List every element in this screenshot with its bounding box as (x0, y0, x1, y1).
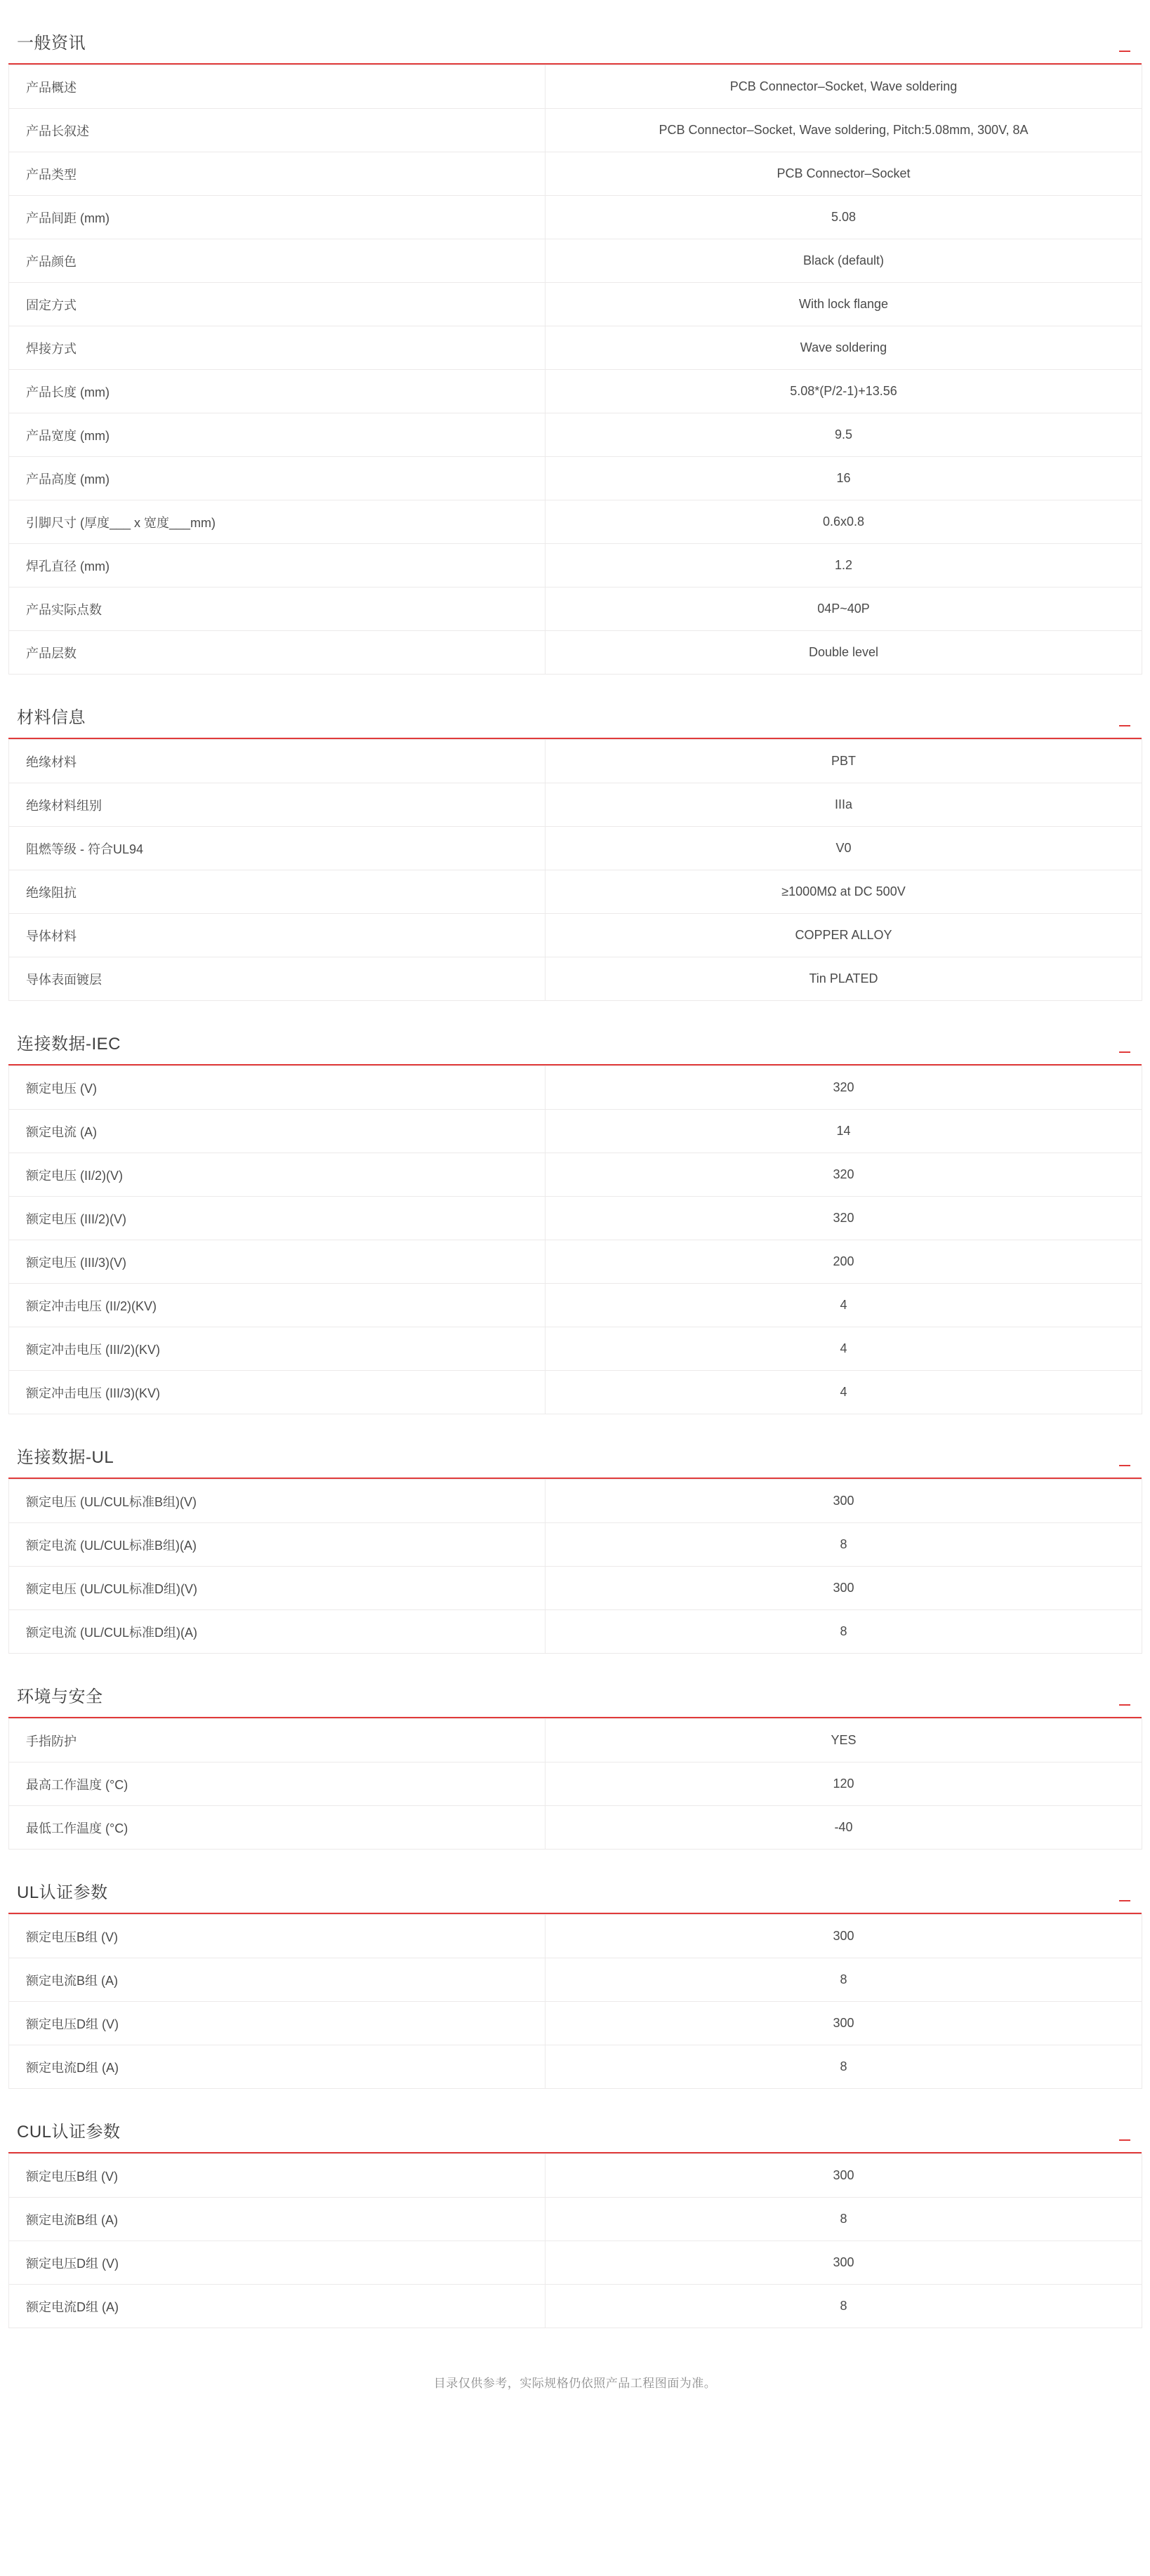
table-row (9, 827, 1142, 870)
spec-value: 4 (546, 1371, 1142, 1414)
table-row (9, 457, 1142, 500)
section-header[interactable] (8, 2109, 1142, 2153)
spec-value: 320 (546, 1066, 1142, 1110)
spec-key: 产品颜色 (9, 239, 546, 283)
spec-content (0, 20, 1150, 2419)
section-title: 材料信息 (17, 708, 86, 727)
spec-key: 焊孔直径 (mm) (9, 544, 546, 587)
table-row (9, 1371, 1142, 1414)
section-title: 一般资讯 (17, 34, 86, 53)
spec-value: 300 (546, 1915, 1142, 1958)
table-row (9, 1240, 1142, 1284)
spec-value: 0.6x0.8 (546, 500, 1142, 544)
spec-key: 导体表面镀层 (9, 957, 546, 1001)
table-row (9, 783, 1142, 827)
spec-value: 120 (546, 1762, 1142, 1806)
section-title: UL认证参数 (17, 1883, 108, 1902)
table-row (9, 326, 1142, 370)
table-row (9, 544, 1142, 587)
spec-value: 8 (546, 1958, 1142, 2002)
spec-key: 额定电压 (III/2)(V) (9, 1197, 546, 1240)
table-row (9, 2198, 1142, 2241)
section-title: 连接数据-UL (17, 1448, 114, 1467)
spec-value: 300 (546, 2241, 1142, 2285)
spec-value: 200 (546, 1240, 1142, 1284)
spec-value: PCB Connector–Socket, Wave soldering, Pitch:5.08mm, 300V, 8A (546, 109, 1142, 152)
table-row (9, 1719, 1142, 1762)
table-row (9, 196, 1142, 239)
table-row (9, 631, 1142, 675)
spec-value: -40 (546, 1806, 1142, 1850)
spec-key: 产品高度 (mm) (9, 457, 546, 500)
spec-value: 5.08 (546, 196, 1142, 239)
spec-value: 4 (546, 1284, 1142, 1327)
spec-key: 产品长叙述 (9, 109, 546, 152)
spec-value: 16 (546, 457, 1142, 500)
spec-section (8, 2109, 1142, 2328)
spec-key: 额定电流 (A) (9, 1110, 546, 1153)
spec-key: 额定电压D组 (V) (9, 2241, 546, 2285)
spec-table (8, 1914, 1142, 2089)
spec-key: 额定电压 (III/3)(V) (9, 1240, 546, 1284)
spec-key: 导体材料 (9, 914, 546, 957)
section-header[interactable] (8, 1869, 1142, 1914)
table-row (9, 2002, 1142, 2045)
table-row (9, 870, 1142, 914)
spec-key: 额定电压 (V) (9, 1066, 546, 1110)
spec-key: 产品层数 (9, 631, 546, 675)
spec-value: 8 (546, 2198, 1142, 2241)
spec-section (8, 1021, 1142, 1414)
spec-key: 额定电压 (UL/CUL标准B组)(V) (9, 1480, 546, 1523)
spec-key: 最低工作温度 (°C) (9, 1806, 546, 1850)
section-title: CUL认证参数 (17, 2123, 121, 2142)
spec-key: 额定电压 (UL/CUL标准D组)(V) (9, 1567, 546, 1610)
spec-value: 320 (546, 1197, 1142, 1240)
spec-value: 1.2 (546, 544, 1142, 587)
footer-note: 目录仅供参考，实际规格仍依照产品工程图面为准。 (433, 2377, 717, 2390)
spec-key: 额定电流B组 (A) (9, 2198, 546, 2241)
table-row (9, 413, 1142, 457)
spec-value: 14 (546, 1110, 1142, 1153)
spec-value: V0 (546, 827, 1142, 870)
table-row (9, 914, 1142, 957)
table-row (9, 239, 1142, 283)
table-row (9, 1915, 1142, 1958)
spec-key: 额定电流D组 (A) (9, 2045, 546, 2089)
table-row (9, 1153, 1142, 1197)
spec-value: YES (546, 1719, 1142, 1762)
table-row (9, 1806, 1142, 1850)
spec-value: 300 (546, 2154, 1142, 2198)
spec-value: 320 (546, 1153, 1142, 1197)
spec-key: 手指防护 (9, 1719, 546, 1762)
spec-table (8, 739, 1142, 1001)
spec-key: 额定电流 (UL/CUL标准B组)(A) (9, 1523, 546, 1567)
spec-value: 300 (546, 2002, 1142, 2045)
table-row (9, 370, 1142, 413)
spec-key: 绝缘材料 (9, 740, 546, 783)
table-row (9, 1610, 1142, 1654)
table-row (9, 152, 1142, 196)
spec-key: 额定冲击电压 (III/3)(KV) (9, 1371, 546, 1414)
table-row (9, 2241, 1142, 2285)
spec-value: IIIa (546, 783, 1142, 827)
spec-value: 9.5 (546, 413, 1142, 457)
spec-value: Tin PLATED (546, 957, 1142, 1001)
table-row (9, 2285, 1142, 2328)
table-row (9, 1197, 1142, 1240)
spec-key: 阻燃等级 - 符合UL94 (9, 827, 546, 870)
section-header[interactable] (8, 1673, 1142, 1718)
spec-section (8, 694, 1142, 1001)
spec-page (0, 20, 1150, 2419)
minus-icon[interactable] (1119, 1700, 1132, 1710)
spec-value: PCB Connector–Socket, Wave soldering (546, 65, 1142, 109)
table-row (9, 587, 1142, 631)
section-title: 连接数据-IEC (17, 1035, 121, 1054)
spec-value: 8 (546, 1523, 1142, 1567)
spec-key: 额定冲击电压 (III/2)(KV) (9, 1327, 546, 1371)
spec-value: 04P~40P (546, 587, 1142, 631)
spec-value: PBT (546, 740, 1142, 783)
section-header[interactable] (8, 20, 1142, 65)
table-row (9, 2045, 1142, 2089)
table-row (9, 1284, 1142, 1327)
spec-value: 8 (546, 2045, 1142, 2089)
spec-value: Black (default) (546, 239, 1142, 283)
spec-key: 产品类型 (9, 152, 546, 196)
spec-key: 绝缘材料组别 (9, 783, 546, 827)
spec-section (8, 1869, 1142, 2089)
minus-icon[interactable] (1119, 46, 1132, 56)
spec-value: 5.08*(P/2-1)+13.56 (546, 370, 1142, 413)
spec-key: 最高工作温度 (°C) (9, 1762, 546, 1806)
spec-key: 绝缘阻抗 (9, 870, 546, 914)
spec-key: 额定冲击电压 (II/2)(KV) (9, 1284, 546, 1327)
table-row (9, 1762, 1142, 1806)
minus-icon[interactable] (1119, 721, 1132, 731)
spec-value: 4 (546, 1327, 1142, 1371)
spec-value: ≥1000MΩ at DC 500V (546, 870, 1142, 914)
spec-value: Wave soldering (546, 326, 1142, 370)
spec-key: 产品实际点数 (9, 587, 546, 631)
table-row (9, 1480, 1142, 1523)
spec-key: 产品概述 (9, 65, 546, 109)
spec-key: 产品宽度 (mm) (9, 413, 546, 457)
spec-key: 额定电流D组 (A) (9, 2285, 546, 2328)
minus-icon[interactable] (1119, 1047, 1132, 1057)
spec-value: 8 (546, 1610, 1142, 1654)
table-row (9, 65, 1142, 109)
table-row (9, 109, 1142, 152)
spec-section (8, 1673, 1142, 1850)
spec-key: 引脚尺寸 (厚度___ x 宽度___mm) (9, 500, 546, 544)
section-header[interactable] (8, 694, 1142, 739)
table-row (9, 2154, 1142, 2198)
table-row (9, 1958, 1142, 2002)
spec-value: COPPER ALLOY (546, 914, 1142, 957)
table-row (9, 1327, 1142, 1371)
spec-key: 额定电流 (UL/CUL标准D组)(A) (9, 1610, 546, 1654)
table-row (9, 1523, 1142, 1567)
spec-key: 额定电流B组 (A) (9, 1958, 546, 2002)
minus-icon[interactable] (1119, 2135, 1132, 2145)
spec-table (8, 1065, 1142, 1414)
table-row (9, 1567, 1142, 1610)
spec-table (8, 1479, 1142, 1654)
spec-table (8, 65, 1142, 675)
spec-value: 8 (546, 2285, 1142, 2328)
spec-table (8, 2153, 1142, 2328)
spec-key: 额定电压B组 (V) (9, 2154, 546, 2198)
table-row (9, 1110, 1142, 1153)
sections-container (8, 20, 1142, 2328)
spec-key: 焊接方式 (9, 326, 546, 370)
table-row (9, 283, 1142, 326)
section-header[interactable] (8, 1021, 1142, 1065)
section-header[interactable] (8, 1434, 1142, 1479)
spec-value: 300 (546, 1480, 1142, 1523)
spec-value: Double level (546, 631, 1142, 675)
spec-key: 额定电压 (II/2)(V) (9, 1153, 546, 1197)
table-row (9, 1066, 1142, 1110)
spec-value: PCB Connector–Socket (546, 152, 1142, 196)
spec-value: With lock flange (546, 283, 1142, 326)
minus-icon[interactable] (1119, 1896, 1132, 1906)
table-row (9, 500, 1142, 544)
spec-table (8, 1718, 1142, 1850)
spec-key: 固定方式 (9, 283, 546, 326)
spec-key: 产品长度 (mm) (9, 370, 546, 413)
spec-key: 额定电压D组 (V) (9, 2002, 546, 2045)
spec-value: 300 (546, 1567, 1142, 1610)
table-row (9, 740, 1142, 783)
spec-section (8, 20, 1142, 675)
table-row (9, 957, 1142, 1001)
spec-key: 额定电压B组 (V) (9, 1915, 546, 1958)
spec-key: 产品间距 (mm) (9, 196, 546, 239)
section-title: 环境与安全 (17, 1687, 103, 1706)
spec-section (8, 1434, 1142, 1654)
minus-icon[interactable] (1119, 1461, 1132, 1470)
